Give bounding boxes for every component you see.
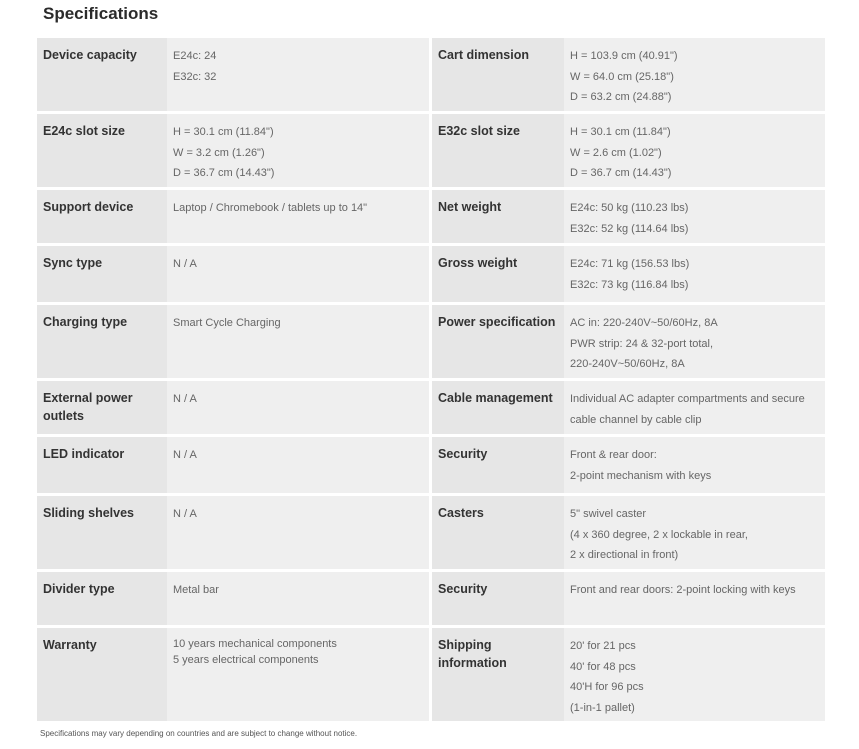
footnote: Specifications may vary depending on countries and are subject to change without notice. <box>40 729 358 738</box>
spec-value-line: Metal bar <box>173 584 219 596</box>
spec-value-line: E24c: 24 <box>173 50 217 62</box>
spec-value-line: Smart Cycle Charging <box>173 317 281 329</box>
spec-label: Gross weight <box>432 246 564 302</box>
spec-value-line: D = 36.7 cm (14.43") <box>570 167 672 179</box>
spec-value-line: cable channel by cable clip <box>570 413 702 426</box>
spec-row <box>37 378 825 434</box>
spec-value <box>564 381 825 434</box>
spec-value-line: PWR strip: 24 & 32-port total, <box>570 337 714 350</box>
spec-value-line: (4 x 360 degree, 2 x lockable in rear, <box>570 528 748 541</box>
spec-value <box>564 190 825 243</box>
spec-row <box>37 434 825 493</box>
spec-label: Divider type <box>37 572 167 625</box>
spec-label: Sync type <box>37 246 167 302</box>
spec-value-line: 2-point mechanism with keys <box>570 469 712 482</box>
spec-value-line: D = 36.7 cm (14.43") <box>173 167 275 179</box>
spec-label: Charging type <box>37 305 167 378</box>
spec-value-line: H = 30.1 cm (11.84") <box>173 126 274 138</box>
spec-table <box>37 38 825 721</box>
spec-row <box>37 625 825 721</box>
spec-value-line: N / A <box>173 449 197 461</box>
spec-value-line: E32c: 73 kg (116.84 lbs) <box>570 278 689 291</box>
spec-value-line: H = 30.1 cm (11.84") <box>570 126 671 138</box>
spec-row <box>37 302 825 378</box>
spec-label: Support device <box>37 190 167 243</box>
spec-value-line: W = 2.6 cm (1.02") <box>570 146 662 159</box>
spec-value <box>167 381 429 434</box>
spec-label: External power outlets <box>37 381 167 434</box>
spec-value-line: 5" swivel caster <box>570 508 647 520</box>
spec-value-line: E24c: 50 kg (110.23 lbs) <box>570 202 689 214</box>
spec-label: E32c slot size <box>432 114 564 187</box>
spec-value <box>564 496 825 569</box>
spec-label: Casters <box>432 496 564 569</box>
spec-value-line: 220-240V~50/60Hz, 8A <box>570 358 685 370</box>
page-title: Specifications <box>43 4 159 23</box>
spec-label: Security <box>432 437 564 493</box>
spec-value-line: E24c: 71 kg (156.53 lbs) <box>570 258 690 270</box>
spec-value-line: W = 3.2 cm (1.26") <box>173 146 265 159</box>
spec-value-line: 20' for 21 pcs <box>570 640 636 652</box>
spec-value-line: Front & rear door: <box>570 449 657 461</box>
spec-row <box>37 38 825 111</box>
spec-value-line: 10 years mechanical components <box>173 638 337 650</box>
spec-value-line: N / A <box>173 508 197 520</box>
spec-value <box>564 246 825 302</box>
spec-value-line: 40'H for 96 pcs <box>570 681 644 693</box>
spec-value-line: Individual AC adapter compartments and secure <box>570 393 805 405</box>
spec-label: Warranty <box>37 628 167 721</box>
spec-row <box>37 569 825 625</box>
spec-value <box>167 305 429 378</box>
spec-value <box>167 246 429 302</box>
spec-row <box>37 111 825 187</box>
spec-value-line: AC in: 220-240V~50/60Hz, 8A <box>570 317 718 329</box>
spec-value <box>167 572 429 625</box>
spec-value <box>167 628 429 721</box>
spec-label: E24c slot size <box>37 114 167 187</box>
spec-value-line: N / A <box>173 393 197 405</box>
spec-value-line: 40' for 48 pcs <box>570 660 636 673</box>
spec-value <box>167 496 429 569</box>
spec-value-line: (1-in-1 pallet) <box>570 701 635 714</box>
spec-value <box>167 190 429 243</box>
spec-label: Cable management <box>432 381 564 434</box>
spec-row <box>37 493 825 569</box>
spec-value <box>564 437 825 493</box>
spec-value-line: W = 64.0 cm (25.18") <box>570 70 674 83</box>
spec-label: Device capacity <box>37 38 167 111</box>
spec-value <box>167 437 429 493</box>
spec-value-line: Front and rear doors: 2-point locking with keys <box>570 584 796 596</box>
spec-value <box>564 38 825 111</box>
spec-label: Net weight <box>432 190 564 243</box>
spec-row <box>37 243 825 302</box>
spec-value-line: E32c: 32 <box>173 70 217 83</box>
spec-value-line: Laptop / Chromebook / tablets up to 14" <box>173 202 368 214</box>
spec-label: Security <box>432 572 564 625</box>
spec-label: Sliding shelves <box>37 496 167 569</box>
spec-value <box>167 114 429 187</box>
spec-value-line: 2 x directional in front) <box>570 549 679 561</box>
spec-value <box>564 305 825 378</box>
spec-value-line: E32c: 52 kg (114.64 lbs) <box>570 222 689 235</box>
spec-row <box>37 187 825 243</box>
spec-value <box>564 628 825 721</box>
spec-label: LED indicator <box>37 437 167 493</box>
spec-value <box>564 114 825 187</box>
spec-value-line: D = 63.2 cm (24.88") <box>570 91 672 103</box>
spec-label: Shipping information <box>432 628 564 721</box>
spec-value <box>167 38 429 111</box>
spec-label: Power specification <box>432 305 564 378</box>
spec-value-line: N / A <box>173 258 197 270</box>
spec-value-line: H = 103.9 cm (40.91") <box>570 50 678 62</box>
spec-value <box>564 572 825 625</box>
spec-value-line: 5 years electrical components <box>173 654 319 666</box>
spec-label: Cart dimension <box>432 38 564 111</box>
